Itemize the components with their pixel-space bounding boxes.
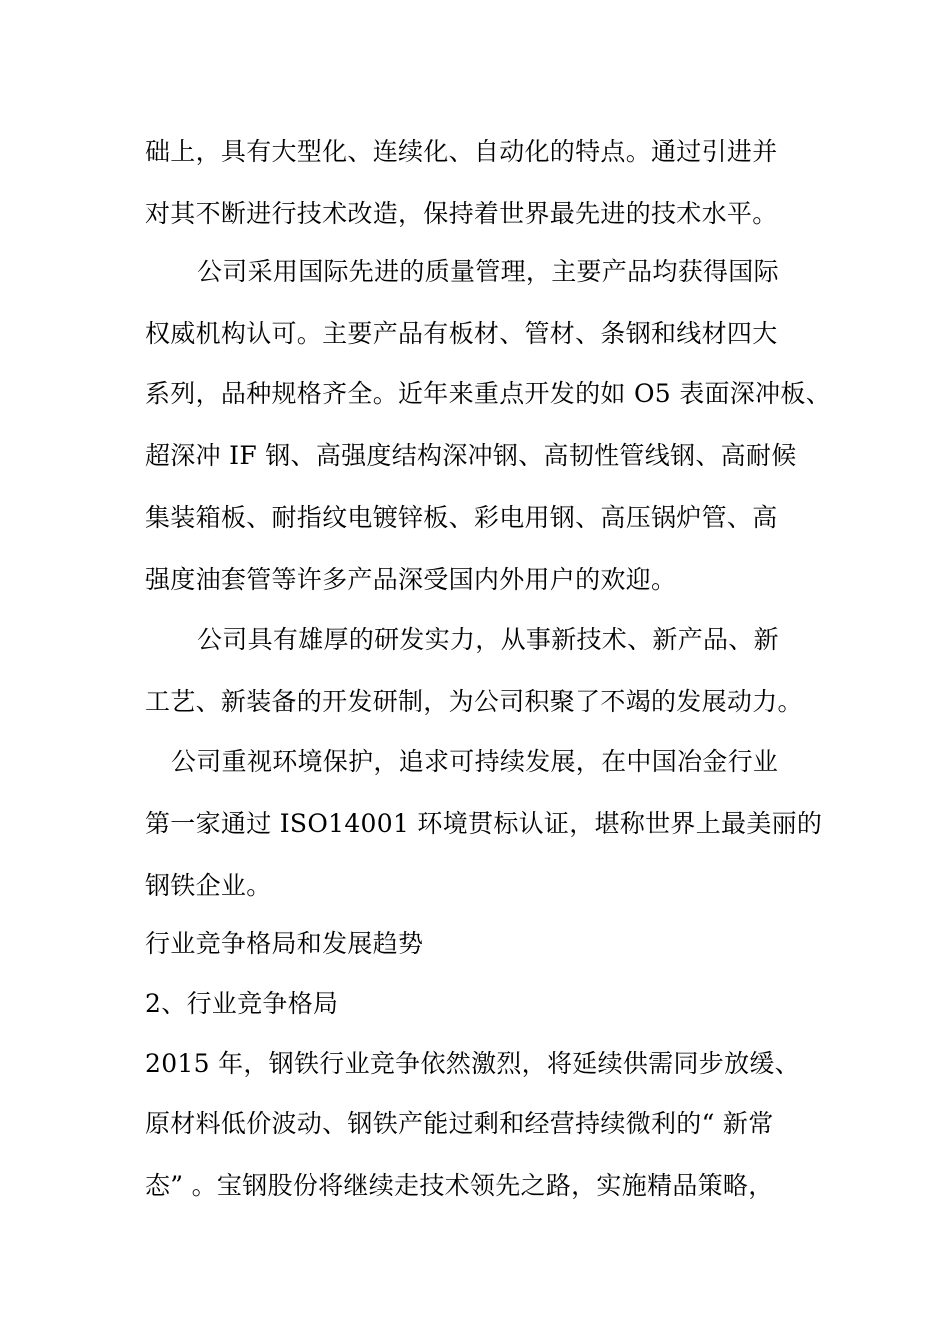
- paragraph-line: 系列，品种规格齐全。近年来重点开发的如 O5 表面深冲板、: [145, 379, 831, 408]
- paragraph-line: 强度油套管等许多产品深受国内外用户的欢迎。: [145, 565, 677, 594]
- paragraph-line: 公司重视环境保护，追求可持续发展，在中国冶金行业: [171, 747, 779, 776]
- paragraph-line: 公司具有雄厚的研发实力，从事新技术、新产品、新: [197, 625, 779, 654]
- paragraph-line: 第一家通过 ISO14001 环境贯标认证，堪称世界上最美丽的: [145, 809, 823, 838]
- paragraph-line: 公司采用国际先进的质量管理，主要产品均获得国际: [197, 257, 779, 286]
- paragraph-line: 集装箱板、耐指纹电镀锌板、彩电用钢、高压锅炉管、高: [145, 503, 778, 532]
- paragraph-line: 础上，具有大型化、连续化、自动化的特点。通过引进并: [145, 137, 778, 166]
- paragraph-line: 态” 。宝钢股份将继续走技术领先之路，实施精品策略，: [145, 1171, 774, 1200]
- paragraph-line: 权威机构认可。主要产品有板材、管材、条钢和线材四大: [145, 319, 778, 348]
- paragraph-line: 原材料低价波动、钢铁产能过剩和经营持续微利的“ 新常: [145, 1109, 774, 1138]
- paragraph-line: 工艺、新装备的开发研制，为公司积聚了不竭的发展动力。: [145, 687, 803, 716]
- paragraph-line: 超深冲 IF 钢、高强度结构深冲钢、高韧性管线钢、高耐候: [145, 441, 797, 470]
- subsection-heading: 2、行业竞争格局: [145, 989, 339, 1018]
- paragraph-line: 2015 年，钢铁行业竞争依然激烈，将延续供需同步放缓、: [145, 1049, 800, 1078]
- paragraph-line: 钢铁企业。: [145, 871, 272, 900]
- section-heading: 行业竞争格局和发展趋势: [145, 929, 424, 958]
- paragraph-line: 对其不断进行技术改造，保持着世界最先进的技术水平。: [145, 199, 778, 228]
